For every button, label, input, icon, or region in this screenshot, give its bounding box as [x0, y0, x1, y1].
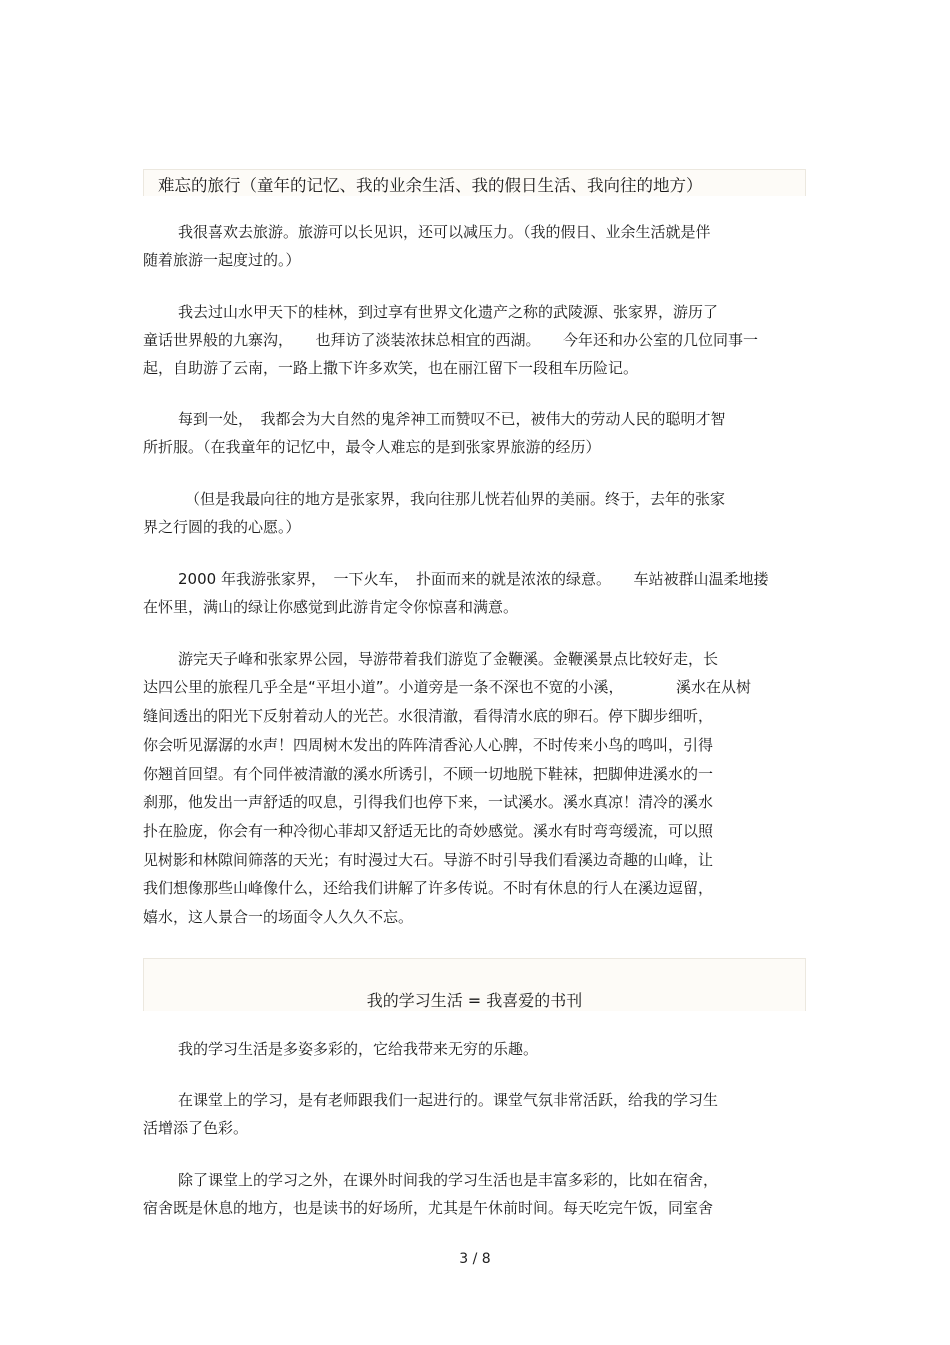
- text-line: 除了课堂上的学习之外，在课外时间我的学习生活也是丰富多彩的，比如在宿舍，: [178, 1171, 719, 1189]
- text-line: 我的学习生活是多姿多彩的，它给我带来无穷的乐趣。: [178, 1040, 539, 1058]
- text-line: 所折服。（在我童年的记忆中，最令人难忘的是到张家界旅游的经历）: [143, 438, 601, 456]
- text-line: 在怀里，满山的绿让你感觉到此游肯定令你惊喜和满意。: [143, 598, 519, 616]
- text-line: 刹那，他发出一声舒适的叹息，引得我们也停下来，一试溪水。溪水真凉！清冷的溪水: [143, 793, 714, 811]
- text-line: 2000 年我游张家界， 一下火车， 扑面而来的就是浓浓的绿意。 车站被群山温柔地搂: [178, 570, 769, 588]
- section-title-box-1: [143, 169, 806, 196]
- page-number: 3 / 8: [459, 1251, 491, 1267]
- text-line: 缝间透出的阳光下反射着动人的光芒。水很清澈，看得清水底的卵石。停下脚步细听，: [143, 707, 714, 725]
- text-line: 童话世界般的九寨沟， 也拜访了淡装浓抹总相宜的西湖。 今年还和办公室的几位同事一: [143, 331, 759, 349]
- text-line: 活增添了色彩。: [143, 1119, 249, 1137]
- text-line: 在课堂上的学习，是有老师跟我们一起进行的。课堂气氛非常活跃，给我的学习生: [178, 1091, 719, 1109]
- section-title: 我的学习生活 = 我喜爱的书刊: [366, 991, 583, 1010]
- text-line: 游完天子峰和张家界公园，导游带着我们游览了金鞭溪。金鞭溪景点比较好走，长: [178, 650, 719, 668]
- text-line: 我很喜欢去旅游。旅游可以长见识，还可以减压力。（我的假日、业余生活就是伴: [178, 223, 711, 241]
- section-title-box-2: [143, 958, 806, 1011]
- text-line: 见树影和林隙间筛落的天光；有时漫过大石。导游不时引导我们看溪边奇趣的山峰，让: [143, 851, 714, 869]
- text-line: 扑在脸庞，你会有一种冷彻心菲却又舒适无比的奇妙感觉。溪水有时弯弯缓流，可以照: [143, 822, 714, 840]
- text-line: 你翘首回望。有个同伴被清澈的溪水所诱引，不顾一切地脱下鞋袜，把脚伸进溪水的一: [143, 765, 714, 783]
- section-title: 难忘的旅行（童年的记忆、我的业余生活、我的假日生活、我向往的地方）: [158, 176, 703, 195]
- text-line: 嬉水，这人景合一的场面令人久久不忘。: [143, 908, 414, 926]
- text-line: （但是我最向往的地方是张家界，我向往那儿恍若仙界的美丽。终于，去年的张家: [185, 490, 726, 508]
- text-line: 我们想像那些山峰像什么，还给我们讲解了许多传说。不时有休息的行人在溪边逗留，: [143, 879, 714, 897]
- text-line: 你会听见潺潺的水声！四周树木发出的阵阵清香沁人心脾，不时传来小鸟的鸣叫，引得: [143, 736, 714, 754]
- text-line: 每到一处， 我都会为大自然的鬼斧神工而赞叹不已，被伟大的劳动人民的聪明才智: [178, 410, 726, 428]
- text-line: 起，自助游了云南，一路上撒下许多欢笑，也在丽江留下一段租车历险记。: [143, 359, 639, 377]
- text-line: 宿舍既是休息的地方，也是读书的好场所，尤其是午休前时间。每天吃完午饭，同室舍: [143, 1199, 714, 1217]
- text-line: 随着旅游一起度过的。）: [143, 251, 301, 269]
- text-line: 界之行圆的我的心愿。）: [143, 518, 301, 536]
- text-line: 我去过山水甲天下的桂林，到过享有世界文化遗产之称的武陵源、张家界，游历了: [178, 303, 719, 321]
- text-line: 达四公里的旅程几乎全是“平坦小道”。小道旁是一条不深也不宽的小溪， 溪水在从树: [143, 678, 752, 696]
